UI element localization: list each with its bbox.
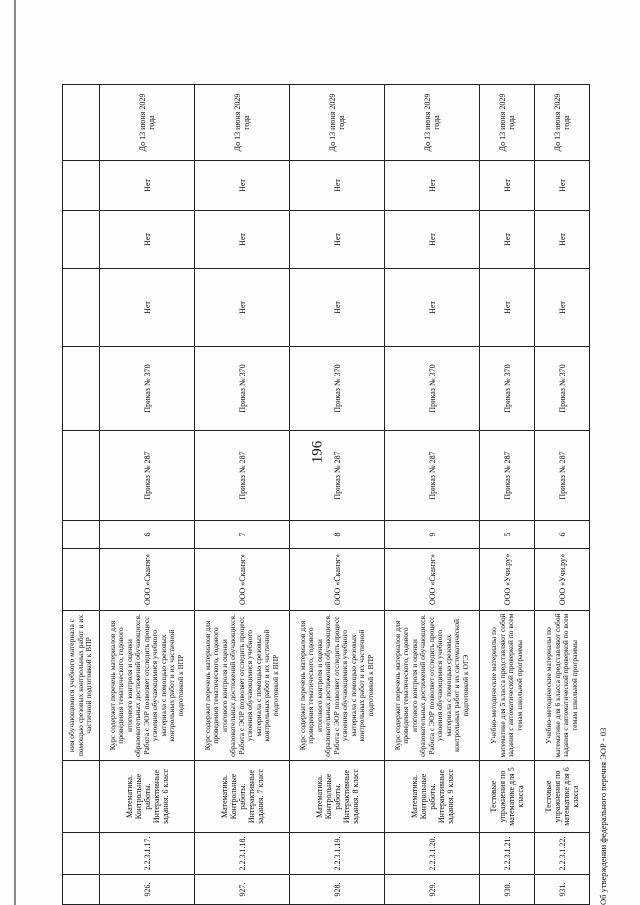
cell-empty xyxy=(63,521,100,549)
flag-cell: Нет xyxy=(385,269,480,347)
register-table xyxy=(62,84,590,905)
order-370: Приказ № 370 xyxy=(100,347,195,431)
flag-cell: Нет xyxy=(100,211,195,269)
table-row xyxy=(535,85,590,905)
resource-description: Учебно-методические материалы по математике для 5 класса представляют собой задания с автоматической проверкой по всем темам школьной программы xyxy=(480,611,535,761)
row-number: 931. xyxy=(535,875,590,905)
grade: 5 xyxy=(480,521,535,549)
resource-name: Тестовые упражнения по математике для 5 класса xyxy=(480,761,535,833)
flag-cell: Нет xyxy=(195,161,290,211)
order-370: Приказ № 370 xyxy=(480,347,535,431)
flag-cell: Нет xyxy=(480,211,535,269)
organization: ООО «Сканэг» xyxy=(385,549,480,611)
page-number: 196 xyxy=(309,440,326,464)
table-row xyxy=(385,85,480,905)
organization: ООО «Учи.ру» xyxy=(480,549,535,611)
cell-empty xyxy=(63,347,100,431)
deadline: До 13 июня 2029 года xyxy=(535,85,590,161)
page-edge-line xyxy=(14,0,16,905)
register-table-container xyxy=(62,85,608,905)
order-370: Приказ № 370 xyxy=(290,347,385,431)
grade: 9 xyxy=(385,521,480,549)
resource-name: Математика. Контрольные работы. Интерактивные задания. 7 класс xyxy=(195,761,290,833)
continuation-description: ния обучающимися учебного материала с помощью срезовых контрольных работ и их частичной подготовкой к ВПР xyxy=(63,611,100,761)
order-370: Приказ № 370 xyxy=(385,347,480,431)
flag-cell: Нет xyxy=(290,161,385,211)
resource-name: Математика. Контрольные работы. Интерактивные задания. 9 класс xyxy=(385,761,480,833)
row-number: 927. xyxy=(195,875,290,905)
flag-cell: Нет xyxy=(535,211,590,269)
deadline: До 13 июня 2029 года xyxy=(100,85,195,161)
row-code: 2.2.3.1.17. xyxy=(100,833,195,875)
row-code: 2.2.3.1.20. xyxy=(385,833,480,875)
row-code: 2.2.3.1.18. xyxy=(195,833,290,875)
order-287: Приказ № 287 xyxy=(195,431,290,521)
deadline: До 13 июня 2029 года xyxy=(195,85,290,161)
row-number: 926. xyxy=(100,875,195,905)
cell-empty xyxy=(63,549,100,611)
flag-cell: Нет xyxy=(195,269,290,347)
grade: 7 xyxy=(195,521,290,549)
organization: ООО «Сканэг» xyxy=(290,549,385,611)
table-row xyxy=(100,85,195,905)
row-number: 930. xyxy=(480,875,535,905)
flag-cell: Нет xyxy=(290,269,385,347)
resource-name: Тестовые упражнения по математике для 6 класса xyxy=(535,761,590,833)
row-code: 2.2.3.1.22. xyxy=(535,833,590,875)
grade: 8 xyxy=(290,521,385,549)
flag-cell: Нет xyxy=(100,161,195,211)
resource-description: Курс содержит перечень материалов для проведения тематического, годового итогового контроля и оценки образовательных достижений обучающихся. Работа с ЭОР позволяет отследить процесс усвоения обучающимися учебного материала с помощью срезовых контрольных работ и их частичной подготовкой к ВПР xyxy=(290,611,385,761)
order-287: Приказ № 287 xyxy=(535,431,590,521)
resource-name: Математика. Контрольные работы. Интерактивные задания. 8 класс xyxy=(290,761,385,833)
cell-empty xyxy=(63,431,100,521)
grade: 6 xyxy=(100,521,195,549)
rotated-table-region xyxy=(62,85,608,905)
deadline: До 13 июня 2029 года xyxy=(290,85,385,161)
flag-cell: Нет xyxy=(385,211,480,269)
flag-cell: Нет xyxy=(480,269,535,347)
order-287: Приказ № 287 xyxy=(480,431,535,521)
table-row xyxy=(290,85,385,905)
flag-cell: Нет xyxy=(535,269,590,347)
cell-empty xyxy=(63,85,100,161)
grade: 6 xyxy=(535,521,590,549)
organization: ООО «Сканэг» xyxy=(195,549,290,611)
deadline: До 13 июня 2029 года xyxy=(385,85,480,161)
deadline: До 13 июня 2029 года xyxy=(480,85,535,161)
cell-empty xyxy=(63,761,100,833)
flag-cell: Нет xyxy=(290,211,385,269)
organization: ООО «Учи.ру» xyxy=(535,549,590,611)
resource-name: Математика. Контрольные работы. Интерактивные задания. 6 класс xyxy=(100,761,195,833)
resource-description: Курс содержит перечень материалов для проведения тематического, годового итогового контроля и оценки образовательных достижений обучающихся. Работа с ЭОР позволяет отследить процесс усвоения обучающимися учебного материала с помощью срезовых контрольных работ и их частичной подготовкой к ВПР xyxy=(195,611,290,761)
order-370: Приказ № 370 xyxy=(535,347,590,431)
table-row xyxy=(195,85,290,905)
row-number: 928. xyxy=(290,875,385,905)
flag-cell: Нет xyxy=(480,161,535,211)
order-287: Приказ № 287 xyxy=(385,431,480,521)
table-row xyxy=(480,85,535,905)
order-370: Приказ № 370 xyxy=(195,347,290,431)
flag-cell: Нет xyxy=(100,269,195,347)
row-code: 2.2.3.1.21. xyxy=(480,833,535,875)
footnote: Об утверждении федерального перечня ЭОР - 03 xyxy=(598,727,608,905)
row-code: 2.2.3.1.19. xyxy=(290,833,385,875)
resource-description: Учебно-методические материалы по математике для 6 класса представляют собой задания с автоматической проверкой по всем темам школьной программы xyxy=(535,611,590,761)
cell-empty xyxy=(63,161,100,211)
organization: ООО «Сканэг» xyxy=(100,549,195,611)
cell-empty xyxy=(63,211,100,269)
order-287: Приказ № 287 xyxy=(100,431,195,521)
resource-description: Курс содержит перечень материалов для проведения тематического, годового итогового контроля и оценки образовательных достижений обучающихся. Работа с ЭОР позволяет отследить процесс усвоения обучающимися учебного материала с помощью срезовых контрольных работ и их частичной подготовкой к ВПР xyxy=(100,611,195,761)
resource-description: Курс содержит перечень материалов для проведения тематического, годового итогового контроля и оценки образовательных достижений обучающихся. Работа с ЭОР позволяет отследить процесс усвоения обучающимися учебного материала с помощью срезовых контрольных работ и их систематической подготовкой к ОГЭ xyxy=(385,611,480,761)
continuation-row xyxy=(63,85,100,905)
cell-empty xyxy=(63,875,100,905)
cell-empty xyxy=(63,269,100,347)
cell-empty xyxy=(63,833,100,875)
row-number: 929. xyxy=(385,875,480,905)
flag-cell: Нет xyxy=(195,211,290,269)
order-287: Приказ № 287 xyxy=(290,431,385,521)
flag-cell: Нет xyxy=(385,161,480,211)
flag-cell: Нет xyxy=(535,161,590,211)
